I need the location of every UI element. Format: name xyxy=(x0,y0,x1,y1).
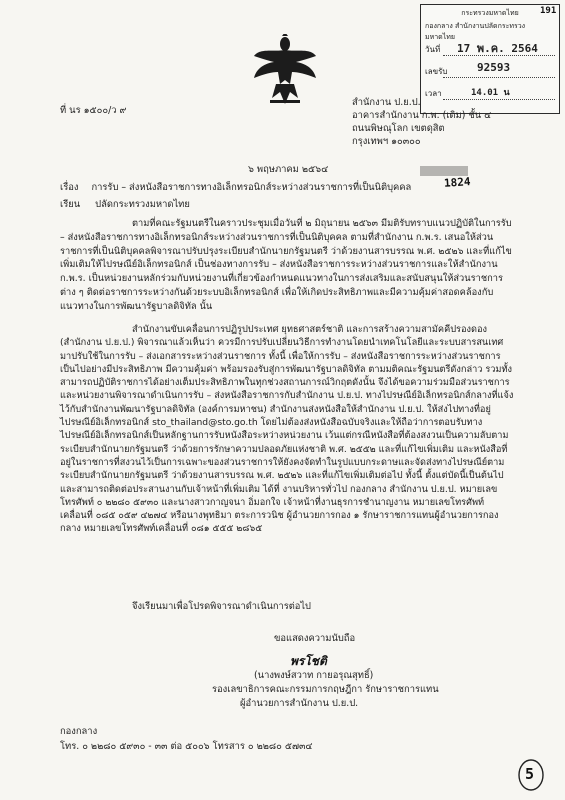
stamp-time-label: เวลา xyxy=(425,89,442,98)
doc-number: ที่ นร ๑๕๐๐/ว ๙ xyxy=(60,105,127,116)
stamp-corner-number: 191 xyxy=(540,6,557,16)
sender-line-1: สำนักงาน ป.ย.ป. xyxy=(352,97,421,108)
subject-label: เรื่อง xyxy=(60,182,79,193)
sender-line-3: ถนนพิษณุโลก เขตดุสิต xyxy=(352,123,445,134)
salutation-label: เรียน xyxy=(60,199,81,210)
body-paragraph-1: ตามที่คณะรัฐมนตรีในคราวประชุมเมื่อวันที่ ๒ มิถุนายน ๒๕๖๓ มีมติรับทราบแนวปฏิบัติในการรับ – ส่งหนังสือราชการทางอิเล็กทรอนิกส์ระหว่างส่วนราชการที่เป็นนิติบุคคล ตามที่สำนักงาน ก.พ.ร. เสนอให้ส่วนราชการที่เป็นนิติบุคคลพิจารณาปรับปรุงระเบียบสำนักนายกรัฐมนตรี ว่าด้วยงานสารบรรณ พ.ศ. ๒๕๒๖ และที่แก้ไขเพิ่มเติมให้ไปรษณีย์อิเล็กทรอนิกส์ เป็นช่องทางการรับ – ส่งหนังสือราชการระหว่างส่วนราชการและให้สำนักงาน ก.พ.ร. เป็นหน่วยงานหลักร่วมกับหน่วยงานที่เกี่ยวข้องกำหนดแนวทางในการส่งเสริมและสนับสนุนให้ส่วนราชการต่าง ๆ ติดต่อราชการระหว่างกันด้วยระบบอิเล็กทรอนิกส์ เพื่อให้เกิดประสิทธิภาพและมีความคุ้มค่าสอดคล้องกับแนวทางในการพัฒนารัฐบาลดิจิทัล นั้น xyxy=(60,218,512,312)
stamp-number-label: เลขรับ xyxy=(425,67,448,76)
signatory-title-2: ผู้อำนวยการสำนักงาน ป.ย.ป. xyxy=(240,698,359,709)
salutation-text: ปลัดกระทรวงมหาดไทย xyxy=(95,199,190,210)
subject-text: การรับ – ส่งหนังสือราชการทางอิเล็กทรอนิกส์ระหว่างส่วนราชการที่เป็นนิติบุคคล xyxy=(91,182,412,193)
stamp-number-value: 92593 xyxy=(477,61,511,74)
letter-date: ๖ พฤษภาคม ๒๕๖๔ xyxy=(248,164,329,175)
body-paragraph-3: จึงเรียนมาเพื่อโปรดพิจารณาดำเนินการต่อไป xyxy=(132,601,311,612)
receipt-stamp xyxy=(420,4,560,114)
stamp-time-value: 14.01 น xyxy=(471,88,510,98)
sender-line-2: อาคารสำนักงาน ก.พ. (เดิม) ชั้น ๔ xyxy=(352,110,492,121)
footer-department: กองกลาง xyxy=(60,726,98,737)
signature-handwritten: พรโชติ xyxy=(290,654,327,668)
stamp-date-label: วันที่ xyxy=(425,45,441,54)
garuda-emblem-icon xyxy=(252,34,318,106)
sender-line-4: กรุงเทพฯ ๑๐๓๐๐ xyxy=(352,136,421,147)
page-mark-number: 5 xyxy=(525,765,535,783)
closing-text: ขอแสดงความนับถือ xyxy=(274,633,356,644)
date-stamp-smudge xyxy=(420,164,470,178)
subject-line xyxy=(60,181,411,194)
handwritten-number: 1824 xyxy=(443,175,471,190)
stamp-date-value: 17 พ.ค. 2564 xyxy=(457,42,538,55)
footer-phone: โทร. ๐ ๒๒๘๐ ๕๙๓๐ - ๓๓ ต่อ ๕๐๐๖ โทรสาร ๐ ๒๒๘๐ ๕๗๓๔ xyxy=(60,741,313,752)
stamp-org: กระทรวงมหาดไทย xyxy=(461,9,519,17)
stamp-division: กองกลาง สำนักงานปลัดกระทรวงมหาดไทย xyxy=(425,22,526,41)
signatory-name: (นางพงษ์สวาท กายอรุณสุทธิ์) xyxy=(254,670,374,681)
signatory-title-1: รองเลขาธิการคณะกรรมการกฤษฎีกา รักษาราชการแทน xyxy=(212,684,439,695)
body-paragraph-2: สำนักงานขับเคลื่อนการปฏิรูปประเทศ ยุทธศาสตร์ชาติ และการสร้างความสามัคคีปรองดอง (สำนักงาน ป.ย.ป.) พิจารณาแล้วเห็นว่า ควรมีการปรับเปลี่ยนวิธีการทำงานโดยนำเทคโนโลยีและระบบสารสนเทศมาปรับใช้ในการรับ – ส่งเอกสารระหว่างส่วนราชการ ทั้งนี้ เพื่อให้การรับ – ส่งหนังสือราชการระหว่างส่วนราชการเป็นไปอย่างมีประสิทธิภาพ มีความคุ้มค่า พร้อมรองรับสู่การพัฒนารัฐบาลดิจิทัล ตามมติคณะรัฐมนตรีดังกล่าว รวมทั้งสามารถปฏิบัติราชการได้อย่างเต็มประสิทธิภาพในทุกช่วงสถานการณ์วิกฤตดังนั้น จึงได้ขอความร่วมมือส่วนราชการและหน่วยงานพิจารณาดำเนินการรับ – ส่งหนังสือราชการกับสำนักงาน ป.ย.ป. ทางไปรษณีย์อิเล็กทรอนิกส์กลางที่แจ้งไว้กับสำนักงานพัฒนารัฐบาลดิจิทัล (องค์การมหาชน) สำนักงานส่งหนังสือให้สำนักงาน ป.ย.ป. ให้ส่งไปทางที่อยู่ไปรษณีย์อิเล็กทรอนิกส์ sto_thailand@sto.go.th โดยไม่ต้องส่งหนังสือฉบับจริงและให้ถือว่าการตอบรับทางไปรษณีย์อิเล็กทรอนิกส์เป็นหลักฐานการรับหนังสือระหว่างหน่วยงาน เว้นแต่กรณีหนังสือที่ต้องสงวนเป็นความลับตามระเบียบสำนักนายกรัฐมนตรี ว่าด้วยการรักษาความปลอดภัยแห่งชาติ พ.ศ. ๒๕๕๒ และที่แก้ไขเพิ่มเติม และหนังสือที่อยู่ในราชการที่สงวนไว้เป็นการเฉพาะของส่วนราชการให้ยังคงจัดทำในรูปแบบกระดาษและจัดส่งทางไปรษณีย์ตามระเบียบสำนักนายกรัฐมนตรี ว่าด้วยงานสารบรรณ พ.ศ. ๒๕๒๖ และที่แก้ไขเพิ่มเติมต่อไป ทั้งนี้ ตั้งแต่บัดนี้เป็นต้นไป และสามารถติดต่อประสานงานกับเจ้าหน้าที่เพิ่มเติม ได้ที่ งานบริหารทั่วไป กองกลาง สำนักงาน ป.ย.ป. หมายเลขโทรศัพท์ ๐ ๒๒๘๐ ๕๙๓๐ และนางสาวกาญจนา อิ่มอกใจ เจ้าหน้าที่งานธุรการชำนาญงาน หมายเลขโทรศัพท์เคลื่อนที่ ๐๘๕ ๐๕๙ ๔๒๗๔ หรือนางพุทธิมา ตระการวนิช ผู้อำนวยการกอง ๑ รักษาราชการแทนผู้อำนวยการกองกลาง หมายเลขโทรศัพท์เคลื่อนที่ ๐๘๑ ๕๕๕ ๒๘๖๕ xyxy=(60,324,514,535)
salutation-line xyxy=(60,198,190,211)
